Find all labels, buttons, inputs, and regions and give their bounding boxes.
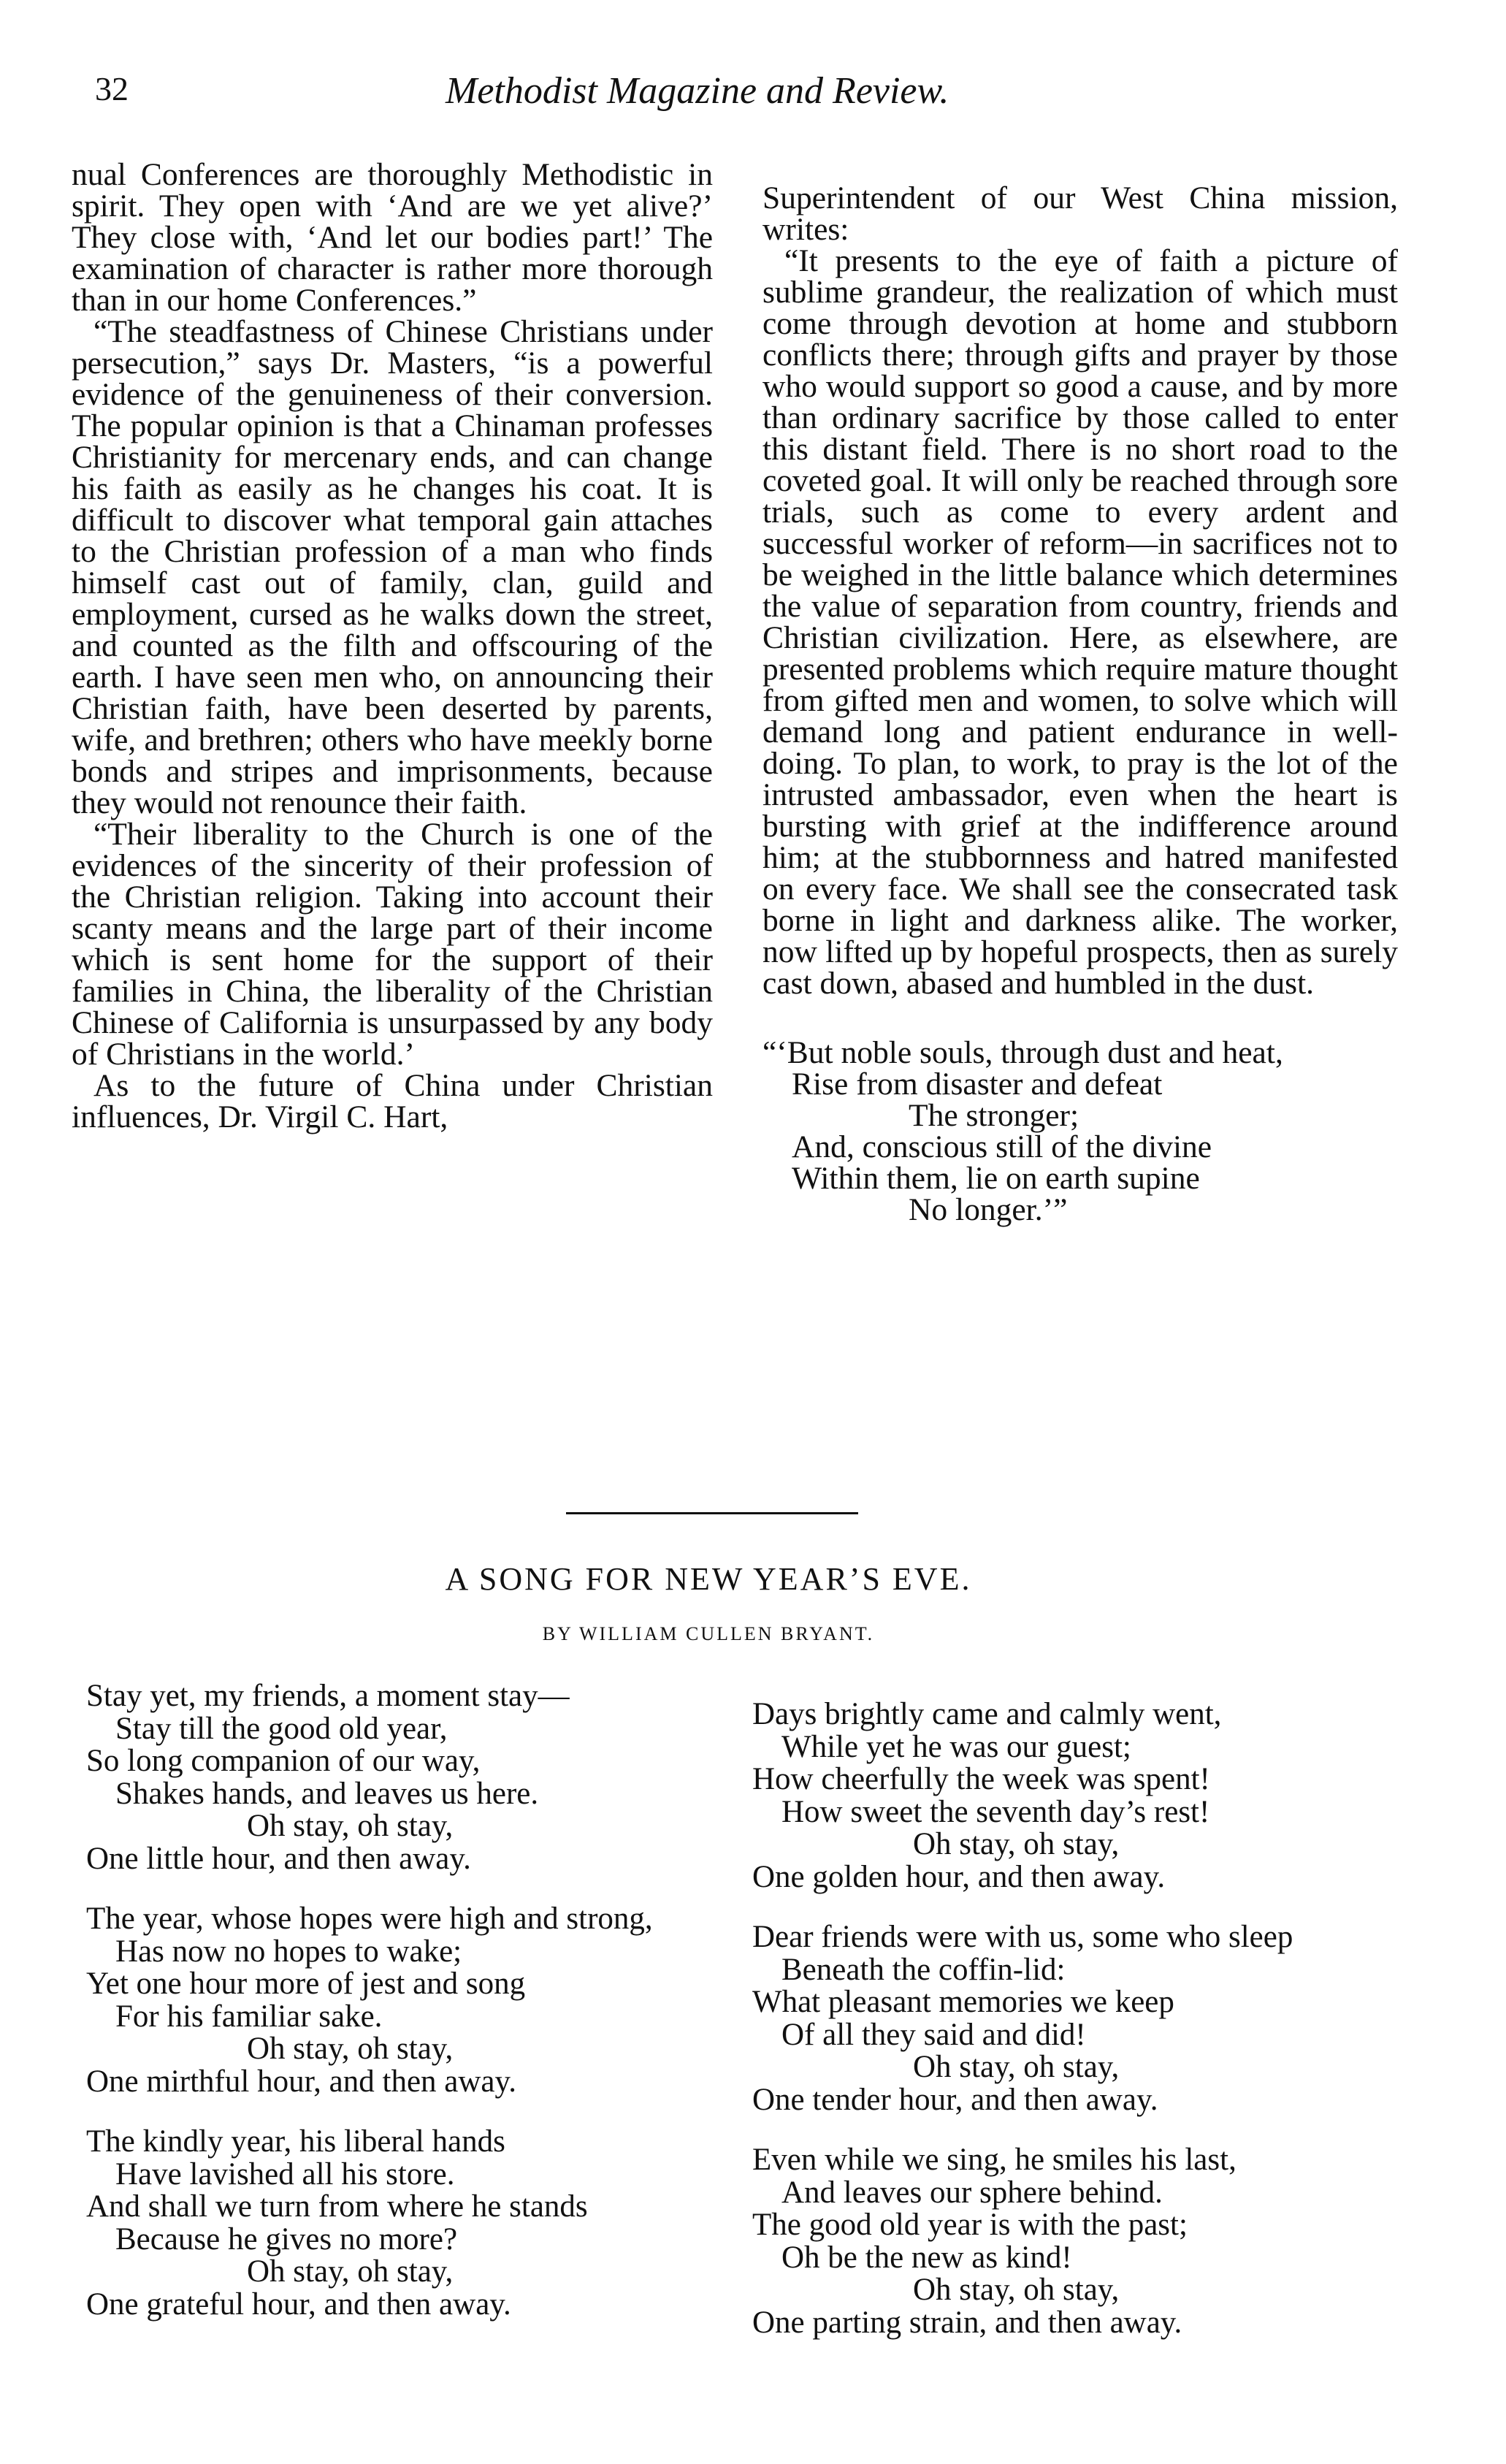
poem-line: One grateful hour, and then away.	[86, 2286, 511, 2322]
poem-left-column	[86, 1680, 729, 2349]
poem-line: Shakes hands, and leaves us here.	[115, 1776, 539, 1811]
poem-line: Have lavished all his store.	[115, 2156, 455, 2192]
poem-line: What pleasant memories we keep	[752, 1985, 1174, 2019]
poem-line: Oh stay, oh stay,	[913, 2050, 1120, 2084]
left-text-column	[72, 159, 713, 1133]
poem-line: So long companion of our way,	[86, 1744, 481, 1778]
poem-line: The year, whose hopes were high and strong,	[86, 1902, 653, 1936]
verse-line: No longer.’”	[909, 1192, 1068, 1227]
verse-line: Rise from disaster and defeat	[792, 1067, 1163, 1102]
paragraph: Superintendent of our West China mission, writes:	[762, 180, 1398, 247]
poem-line: And shall we turn from where he stands	[86, 2189, 588, 2224]
paragraph: “The steadfastness of Chinese Christians under persecution,” says Dr. Masters, “is a powerful evidence of the genuineness of their conversion. The popular opinion is that a Chinaman professes Christianity for mercenary ends, and can change his faith as easily as he changes his coat. It is difficult to discover what temporal gain attaches to the Christian profession of a man who finds himself cast out of family, clan, guild and employment, cursed as he walks down the street, and counted as the filth and offscouring of the earth. I have seen men who, on announcing their Christian faith, have been deserted by parents, wife, and brethren; others who have meekly borne bonds and stripes and imprisonments, because they would not renounce their faith.	[72, 314, 713, 820]
running-head: Methodist Magazine and Review.	[446, 70, 949, 112]
poem-line: One little hour, and then away.	[86, 1841, 471, 1876]
poem-line: Stay yet, my friends, a moment stay—	[86, 1679, 570, 1713]
poem-title: A SONG FOR NEW YEAR’S EVE.	[445, 1561, 972, 1597]
poem-line: One tender hour, and then away.	[752, 2082, 1158, 2117]
stanza	[752, 1921, 1395, 2116]
stanza	[86, 1903, 729, 2098]
poem-line: How sweet the seventh day’s rest!	[781, 1794, 1210, 1829]
section-divider	[566, 1512, 858, 1514]
poem-line: Oh stay, oh stay,	[913, 1827, 1120, 1861]
verse-line: The stronger;	[909, 1098, 1079, 1133]
poem-line: One golden hour, and then away.	[752, 1859, 1166, 1894]
poem-line: And leaves our sphere behind.	[781, 2175, 1163, 2210]
poem-right-column	[752, 1698, 1395, 2367]
stanza	[752, 2144, 1395, 2339]
poem-line: Oh be the new as kind!	[781, 2240, 1072, 2275]
poem-line: Even while we sing, he smiles his last,	[752, 2143, 1236, 2177]
poem-line: While yet he was our guest;	[781, 1729, 1131, 1764]
poem-line: The good old year is with the past;	[752, 2208, 1188, 2242]
poem-line: Oh stay, oh stay,	[247, 2254, 454, 2289]
page-header	[88, 69, 1052, 128]
poem-line: Of all they said and did!	[781, 2017, 1086, 2052]
verse-line: Within them, lie on earth supine	[792, 1161, 1200, 1196]
poem-line: Oh stay, oh stay,	[913, 2273, 1120, 2307]
poem-byline: BY WILLIAM CULLEN BRYANT.	[542, 1623, 875, 1644]
poem-line: One parting strain, and then away.	[752, 2305, 1182, 2340]
poem-line: The kindly year, his liberal hands	[86, 2124, 505, 2159]
poem-line: Dear friends were with us, some who sleep	[752, 1920, 1293, 1954]
verse-line: “‘But noble souls, through dust and heat,	[762, 1035, 1283, 1070]
poem-line: Beneath the coffin-lid:	[781, 1952, 1066, 1987]
poem-line: For his familiar sake.	[115, 1999, 383, 2034]
poem-line: Days brightly came and calmly went,	[752, 1697, 1222, 1731]
paragraph: “It presents to the eye of faith a picture of sublime grandeur, the realization of which must come through devotion at home and stubborn conflicts there; through gifts and prayer by those who would support so good a cause, and by more than ordinary sacrifice by those called to enter this distant field. There is no short road to the coveted goal. It will only be reached through sore trials, such as come to every ardent and successful worker of reform—in sacrifices not to be weighed in the little balance which determines the value of separation from country, friends and Christian civilization. Here, as elsewhere, are presented problems which require mature thought from gifted men and women, to solve which will demand long and patient endurance in well-doing. To plan, to work, to pray is the lot of the intrusted ambassador, even when the heart is bursting with grief at the indifference around him; at the stubbornness and hatred manifested on every face. We shall see the consecrated task borne in light and darkness alike. The worker, now lifted up by hopeful prospects, then as surely cast down, abased and humbled in the dust.	[762, 243, 1398, 1001]
poem-line: Oh stay, oh stay,	[247, 1809, 454, 1843]
quoted-verse	[762, 1037, 1398, 1226]
poem-line: Has now no hopes to wake;	[115, 1934, 462, 1969]
poem-line: How cheerfully the week was spent!	[752, 1762, 1210, 1796]
poem-line: Oh stay, oh stay,	[247, 2032, 454, 2066]
paragraph: “Their liberality to the Church is one of the evidences of the sincerity of their profession of the Christian religion. Taking into account their scanty means and the large part of their income which is sent home for the support of their families in China, the liberality of the Christian Chinese of California is unsurpassed by any body of Christians in the world.’	[72, 817, 713, 1072]
poem-line: Because he gives no more?	[115, 2221, 458, 2257]
verse-line: And, conscious still of the divine	[792, 1129, 1212, 1164]
poem-line: Stay till the good old year,	[115, 1711, 448, 1746]
right-text-column	[762, 180, 1398, 1227]
paragraph: nual Conferences are thoroughly Methodistic in spirit. They open with ‘And are we yet alive?’ They close with, ‘And let our bodies part!’ The examination of character is rather more thorough than in our home Conferences.”	[72, 157, 713, 318]
page-number: 32	[95, 70, 129, 107]
stanza	[86, 2126, 729, 2321]
poem-line: Yet one hour more of jest and song	[86, 1967, 526, 2001]
stanza	[86, 1680, 729, 1875]
paragraph: As to the future of China under Christian influences, Dr. Virgil C. Hart,	[72, 1068, 713, 1134]
stanza	[752, 1698, 1395, 1893]
poem-line: One mirthful hour, and then away.	[86, 2064, 516, 2099]
